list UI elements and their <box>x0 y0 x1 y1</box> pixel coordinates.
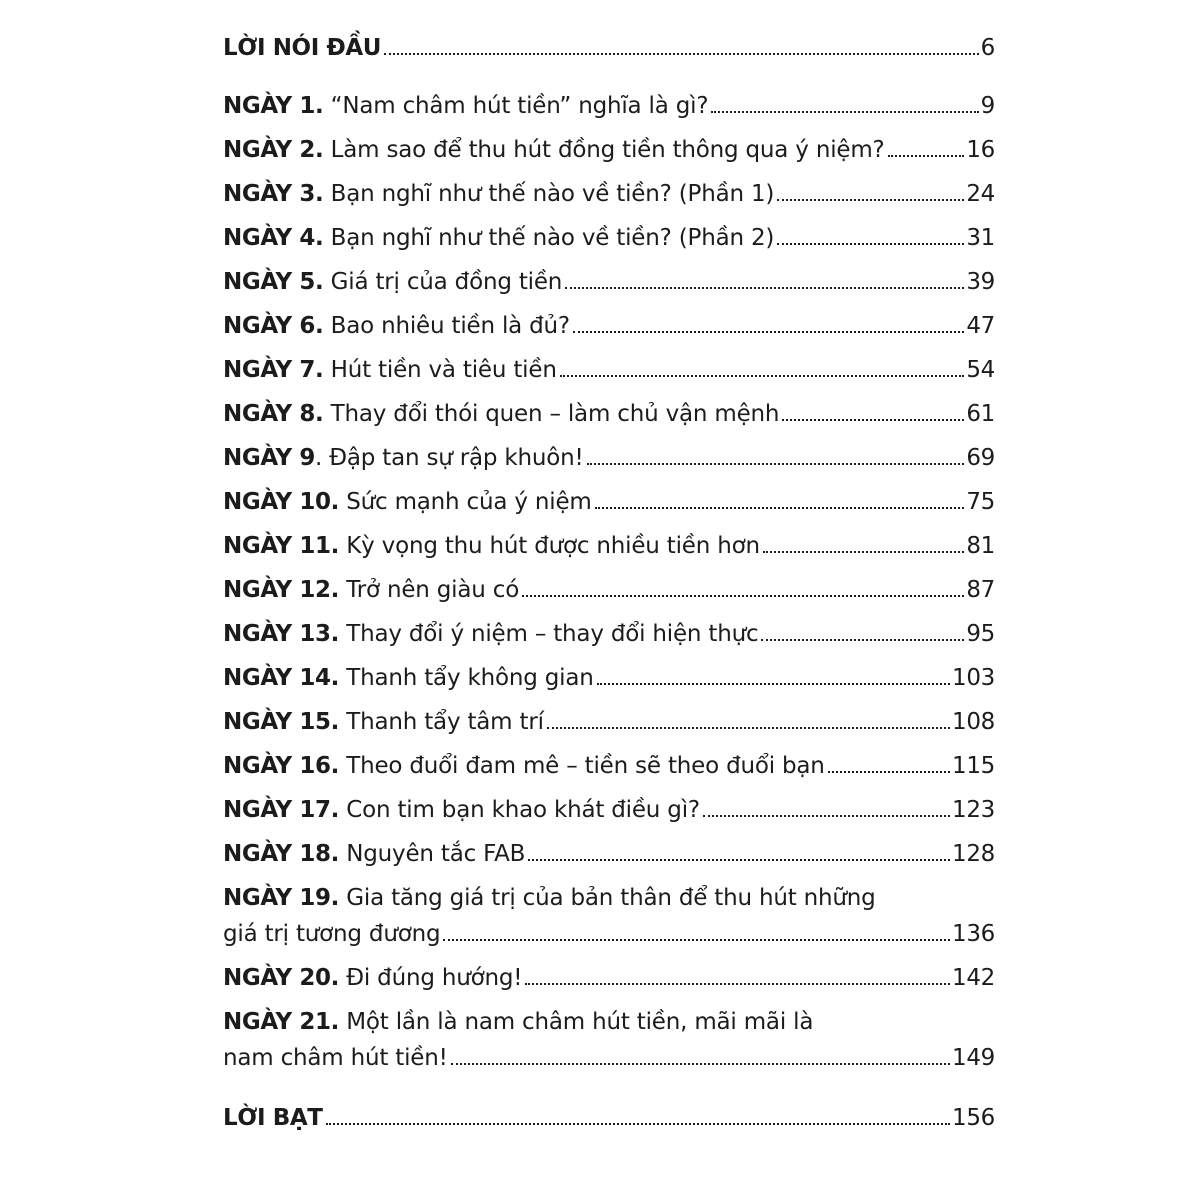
toc-entry-label: NGÀY 8. <box>223 401 324 427</box>
toc-entry-page: 69 <box>966 445 995 471</box>
toc-entry-title: Thay đổi thói quen – làm chủ vận mệnh <box>330 401 780 427</box>
toc-entry-day-18 <box>223 836 995 872</box>
dot-leader <box>761 639 964 641</box>
toc-entry-label: NGÀY 9 <box>223 445 315 471</box>
toc-entry-first-line <box>223 880 995 916</box>
toc-entry-day-7 <box>223 352 995 388</box>
toc-entry-day-4 <box>223 220 995 256</box>
toc-entry-label: NGÀY 18. <box>223 841 339 867</box>
toc-entry-label: NGÀY 17. <box>223 797 339 823</box>
dot-leader <box>777 199 964 201</box>
toc-entry-label: NGÀY 2. <box>223 137 324 163</box>
dot-leader <box>782 419 964 421</box>
toc-entry-title: Nguyên tắc FAB <box>346 841 526 867</box>
toc-entry-title: Làm sao để thu hút đồng tiền thông qua ý niệm? <box>330 137 885 163</box>
toc-entry-page: 115 <box>952 753 995 779</box>
toc-entry-label: NGÀY 11. <box>223 533 339 559</box>
toc-entry-day-11 <box>223 528 995 564</box>
toc-entry-page: 128 <box>952 841 995 867</box>
toc-entry-day-3 <box>223 176 995 212</box>
dot-leader <box>528 859 950 861</box>
toc-entry-afterword <box>223 1100 995 1136</box>
dot-leader <box>326 1123 950 1125</box>
toc-entry-label: NGÀY 12. <box>223 577 339 603</box>
toc-entry-label: NGÀY 14. <box>223 665 339 691</box>
toc-entry-title: Bạn nghĩ như thế nào về tiền? (Phần 2) <box>330 225 775 251</box>
toc-entry-first-line <box>223 1004 995 1040</box>
toc-entry-second-line <box>223 916 995 952</box>
toc-entry-page: 54 <box>966 357 995 383</box>
dot-leader <box>565 287 964 289</box>
toc-entry-page: 61 <box>966 401 995 427</box>
toc-entry-title: Một lần là nam châm hút tiền, mãi mãi là <box>346 1009 814 1035</box>
toc-entry-label: NGÀY 20. <box>223 965 339 991</box>
table-of-contents <box>223 30 995 1136</box>
toc-entry-preface <box>223 30 995 66</box>
toc-entry-title: Thanh tẩy không gian <box>346 665 594 691</box>
toc-entry-day-14 <box>223 660 995 696</box>
toc-entry-day-17 <box>223 792 995 828</box>
dot-leader <box>828 771 950 773</box>
toc-entry-page: 31 <box>966 225 995 251</box>
toc-entry-title: Sức mạnh của ý niệm <box>346 489 592 515</box>
dot-leader <box>777 243 964 245</box>
toc-entry-page: 87 <box>966 577 995 603</box>
toc-entry-day-19 <box>223 880 995 952</box>
toc-entry-title: Trở nên giàu có <box>346 577 520 603</box>
toc-entry-day-16 <box>223 748 995 784</box>
toc-entry-label: NGÀY 5. <box>223 269 324 295</box>
toc-entry-label: NGÀY 13. <box>223 621 339 647</box>
toc-entry-title: Con tim bạn khao khát điều gì? <box>346 797 700 823</box>
toc-entry-title: Giá trị của đồng tiền <box>330 269 563 295</box>
toc-entry-label: NGÀY 21. <box>223 1009 339 1035</box>
toc-entry-page: 103 <box>952 665 995 691</box>
dot-leader <box>384 53 979 55</box>
dot-leader <box>547 727 950 729</box>
toc-entry-day-9 <box>223 440 995 476</box>
dot-leader <box>703 815 950 817</box>
dot-leader <box>711 111 978 113</box>
toc-entry-label: NGÀY 7. <box>223 357 324 383</box>
dot-leader <box>597 683 950 685</box>
toc-entry-second-line <box>223 1040 995 1076</box>
toc-entry-title: Bạn nghĩ như thế nào về tiền? (Phần 1) <box>330 181 775 207</box>
dot-leader <box>595 507 965 509</box>
toc-entry-title: Bao nhiêu tiền là đủ? <box>330 313 570 339</box>
toc-entry-label: NGÀY 15. <box>223 709 339 735</box>
toc-entry-page: 6 <box>980 35 995 61</box>
toc-entry-label: LỜI NÓI ĐẦU <box>223 35 382 61</box>
toc-entry-page: 156 <box>952 1105 995 1131</box>
toc-entry-title: Theo đuổi đam mê – tiền sẽ theo đuổi bạn <box>346 753 825 779</box>
toc-entry-title-continued: nam châm hút tiền! <box>223 1045 448 1071</box>
toc-entry-title: Thanh tẩy tâm trí <box>346 709 544 735</box>
dot-leader <box>443 939 950 941</box>
toc-entry-label: NGÀY 4. <box>223 225 324 251</box>
toc-entry-label: NGÀY 16. <box>223 753 339 779</box>
dot-leader <box>573 331 964 333</box>
toc-entry-page: 142 <box>952 965 995 991</box>
toc-entry-day-10 <box>223 484 995 520</box>
toc-entry-day-21 <box>223 1004 995 1076</box>
toc-entry-title: Đi đúng hướng! <box>346 965 523 991</box>
toc-entry-title: . Đập tan sự rập khuôn! <box>315 445 584 471</box>
toc-entry-day-5 <box>223 264 995 300</box>
dot-leader <box>587 463 965 465</box>
dot-leader <box>560 375 965 377</box>
toc-entry-label: NGÀY 10. <box>223 489 339 515</box>
toc-entry-page: 123 <box>952 797 995 823</box>
dot-leader <box>451 1063 950 1065</box>
toc-entry-day-15 <box>223 704 995 740</box>
toc-entry-label: NGÀY 6. <box>223 313 324 339</box>
toc-entry-page: 149 <box>952 1045 995 1071</box>
toc-entry-page: 95 <box>966 621 995 647</box>
toc-entry-day-2 <box>223 132 995 168</box>
toc-entry-title: Kỳ vọng thu hút được nhiều tiền hơn <box>346 533 760 559</box>
toc-entry-title: Gia tăng giá trị của bản thân để thu hút những <box>346 885 876 911</box>
toc-entry-title: Hút tiền và tiêu tiền <box>330 357 557 383</box>
dot-leader <box>525 983 950 985</box>
toc-entry-day-13 <box>223 616 995 652</box>
toc-entry-label: NGÀY 1. <box>223 93 324 119</box>
toc-entry-label: NGÀY 19. <box>223 885 339 911</box>
toc-entry-page: 81 <box>966 533 995 559</box>
toc-entry-page: 24 <box>966 181 995 207</box>
toc-entry-page: 136 <box>952 921 995 947</box>
toc-entry-day-1 <box>223 88 995 124</box>
toc-entry-title: Thay đổi ý niệm – thay đổi hiện thực <box>346 621 759 647</box>
toc-entry-page: 9 <box>980 93 995 119</box>
dot-leader <box>522 595 964 597</box>
toc-entry-page: 75 <box>966 489 995 515</box>
toc-entry-day-6 <box>223 308 995 344</box>
toc-entry-label: LỜI BẠT <box>223 1105 323 1131</box>
toc-entry-page: 108 <box>952 709 995 735</box>
toc-entry-title-continued: giá trị tương đương <box>223 921 441 947</box>
toc-entry-day-12 <box>223 572 995 608</box>
dot-leader <box>888 155 965 157</box>
toc-entry-page: 47 <box>966 313 995 339</box>
toc-entry-label: NGÀY 3. <box>223 181 324 207</box>
toc-entry-page: 16 <box>966 137 995 163</box>
toc-entry-day-20 <box>223 960 995 996</box>
toc-entry-day-8 <box>223 396 995 432</box>
toc-entry-page: 39 <box>966 269 995 295</box>
dot-leader <box>763 551 964 553</box>
toc-entry-title: “Nam châm hút tiền” nghĩa là gì? <box>330 93 709 119</box>
